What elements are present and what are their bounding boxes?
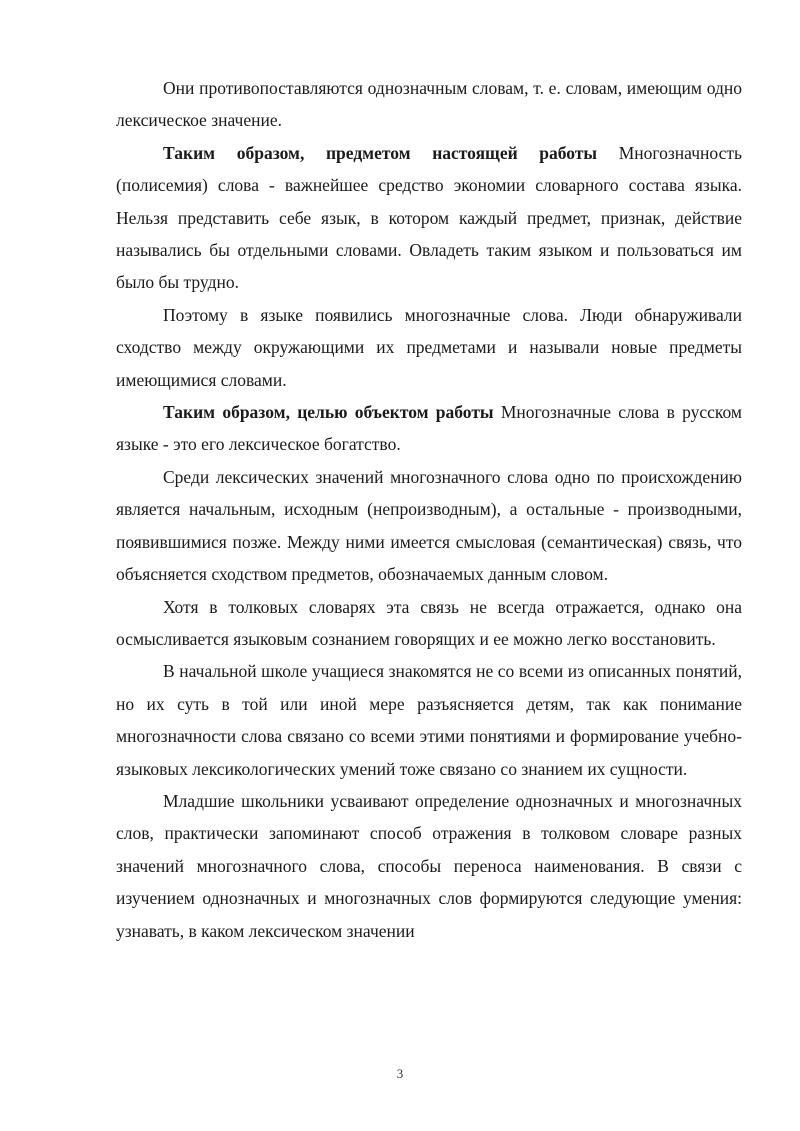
paragraph [116, 461, 742, 591]
paragraph-text: Среди лексических значений многозначного слова одно по происхождению является начальным, исходным (непроизводным), а остальные - производными, появившимися позже. Между ними имеется смысловая (семантическая) связь, что объясняется сходством предметов, обозначаемых данным словом. [116, 466, 742, 585]
paragraph [116, 396, 742, 461]
paragraph-text: Младшие школьники усваивают определение однозначных и многозначных слов, практически запоминают способ отражения в толковом словаре разных значений многозначного слова, способы переноса наименования. В связи с изучением однозначных и многозначных слов формируются следующие умения: узнавать, в каком лексическом значении [116, 790, 742, 941]
paragraph [116, 785, 742, 947]
paragraph-text: Многозначные слова в русском языке - это его лексическое богатство. [116, 402, 742, 455]
paragraph [116, 137, 742, 299]
body-text [116, 72, 742, 947]
paragraph-text: Они противопоставляются однозначным словам, т. е. словам, имеющим одно лексическое значение. [116, 78, 742, 131]
paragraph [116, 299, 742, 396]
page-number: 3 [396, 1066, 404, 1081]
paragraph [116, 72, 742, 137]
paragraph-text: Поэтому в языке появились многозначные слова. Люди обнаруживали сходство между окружающими их предметами и называли новые предметы имеющимися словами. [116, 304, 742, 390]
paragraph-text: В начальной школе учащиеся знакомятся не со всеми из описанных понятий, но их суть в той или иной мере разъясняется детям, так как понимание многозначности слова связано со всеми этими понятиями и формирование учебно-языковых лексикологических умений тоже связано со знанием их сущности. [116, 661, 742, 779]
paragraph-bold-lead: Таким образом, предметом настоящей работы [163, 142, 598, 163]
paragraph-text: Хотя в толковых словарях эта связь не всегда отражается, однако она осмысливается языковым сознанием говорящих и ее можно легко восстановить. [116, 596, 742, 649]
paragraph [116, 591, 742, 656]
paragraph-text: Многозначность (полисемия) слова - важнейшее средство экономии словарного состава языка. Нельзя представить себе язык, в котором каждый предмет, признак, действие назывались бы отдельными словами. Овладеть таким языком и пользоваться им было бы трудно. [116, 142, 742, 293]
paragraph [116, 655, 742, 785]
paragraph-bold-lead: Таким образом, целью объектом работы [163, 402, 494, 423]
